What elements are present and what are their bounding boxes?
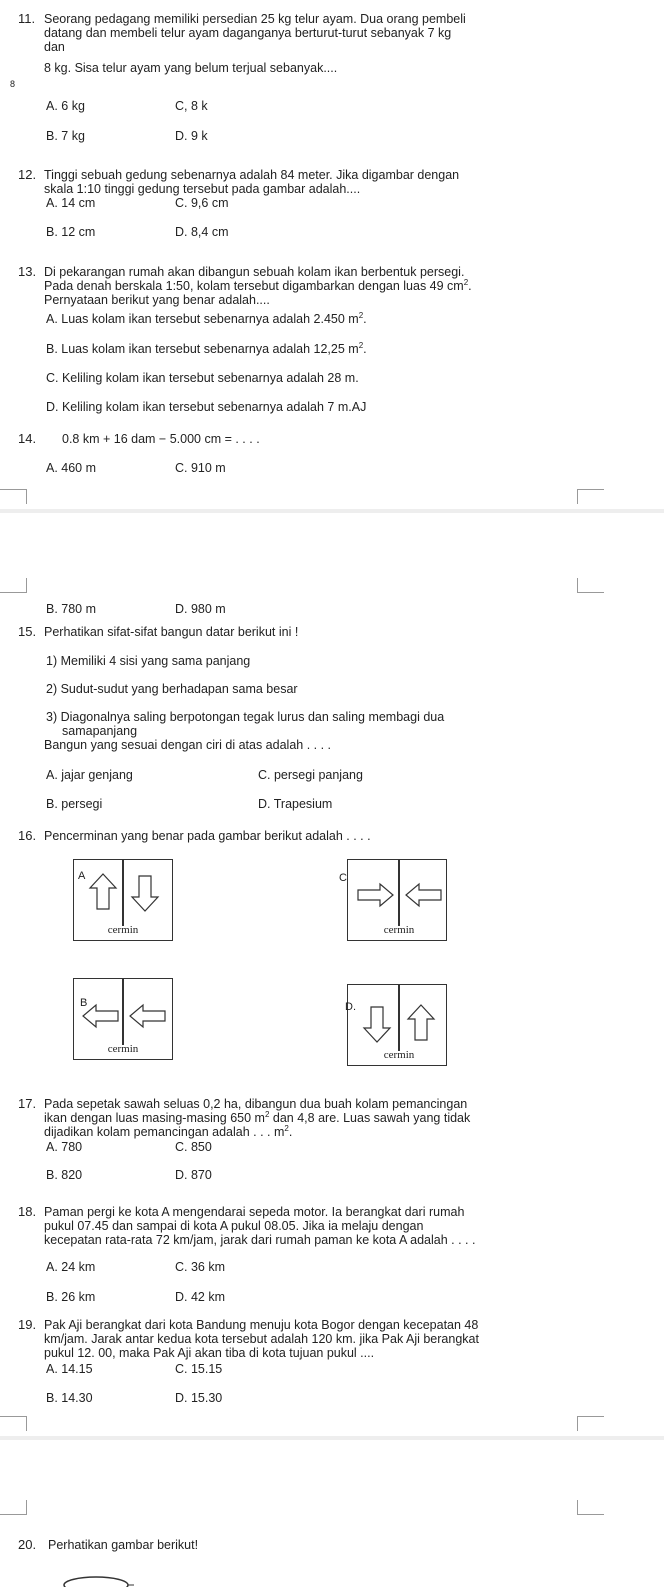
q12-option-a: A. 14 cm [46, 196, 96, 210]
q14-option-b: B. 780 m [46, 602, 97, 616]
q17-option-d: D. 870 [175, 1168, 212, 1182]
q11-text-line2: datang dan membeli telur ayam daganganya berturut-turut sebanyak 7 kg [44, 26, 452, 40]
arrow-up-icon [88, 872, 118, 912]
q19-text-line2: km/jam. Jarak antar kedua kota tersebut adalah 120 km. jika Pak Aji berangkat [44, 1332, 479, 1346]
q11-option-c: C, 8 k [175, 99, 208, 113]
q17-text-line3: dijadikan kolam pemancingan adalah . . . $m^2$. [44, 1124, 293, 1139]
q15-item-3-cont: samapanjang [62, 724, 138, 738]
mirror-line [398, 985, 400, 1051]
q16-figure-c: C cermin [347, 859, 447, 941]
arrow-left-icon [403, 882, 443, 908]
mirror-line [398, 860, 400, 926]
q16-text-line1: Pencerminan yang benar pada gambar berikut adalah . . . . [44, 829, 371, 843]
q18-text-line2: pukul 07.45 dan sampai di kota A pukul 08.05. Jika ia melaju dengan [44, 1219, 424, 1233]
crop-mark [577, 489, 604, 504]
crop-mark [0, 489, 27, 504]
arrow-right-icon [356, 882, 396, 908]
q18-option-c: C. 36 km [175, 1260, 226, 1274]
q12-option-b: B. 12 cm [46, 225, 96, 239]
page-break [0, 1436, 664, 1440]
q18-option-a: A. 24 km [46, 1260, 96, 1274]
q20-number: 20. [18, 1537, 37, 1552]
crop-mark [577, 1500, 604, 1515]
q18-option-d: D. 42 km [175, 1290, 226, 1304]
q13-text-line3: Pernyataan berikut yang benar adalah.... [44, 293, 270, 307]
cylinder-figure-top [60, 1575, 140, 1587]
q11-text-line1: Seorang pedagang memiliki persedian 25 kg telur ayam. Dua orang pembeli [44, 12, 466, 26]
q19-text-line1: Pak Aji berangkat dari kota Bandung menuju kota Bogor dengan kecepatan 48 [44, 1318, 479, 1332]
q19-number: 19. [18, 1317, 37, 1332]
q14-option-c: C. 910 m [175, 461, 226, 475]
arrow-up-icon [406, 1003, 436, 1043]
q19-text-line3: pukul 12. 00, maka Pak Aji akan tiba di kota tujuan pukul .... [44, 1346, 375, 1360]
q17-text-line2: ikan dengan luas masing-masing 650 $m^2$ dan 4,8 are. Luas sawah yang tidak [44, 1110, 471, 1125]
q13-text-line1: Di pekarangan rumah akan dibangun sebuah kolam ikan berbentuk persegi. [44, 265, 465, 279]
q16-figure-d: D. cermin [347, 984, 447, 1066]
q14-option-d: D. 980 m [175, 602, 226, 616]
q11-text-line3: dan [44, 40, 65, 54]
q12-text-line1: Tinggi sebuah gedung sebenarnya adalah 84 meter. Jika digambar dengan [44, 168, 460, 182]
q18-text-line3: kecepatan rata-rata 72 km/jam, jarak dari rumah paman ke kota A adalah . . . . [44, 1233, 476, 1247]
q15-text-line2: Bangun yang sesuai dengan ciri di atas adalah . . . . [44, 738, 331, 752]
q18-option-b: B. 26 km [46, 1290, 96, 1304]
q11-number: 11. [18, 11, 36, 26]
q17-option-c: C. 850 [175, 1140, 212, 1154]
q14-option-a: A. 460 m [46, 461, 97, 475]
q15-option-b: B. persegi [46, 797, 103, 811]
q13-option-c: C. Keliling kolam ikan tersebut sebenarnya adalah 28 m. [46, 371, 359, 385]
q13-option-d: D. Keliling kolam ikan tersebut sebenarnya adalah 7 m.AJ [46, 400, 367, 414]
q17-option-b: B. 820 [46, 1168, 83, 1182]
q16-figure-a: A cermin [73, 859, 173, 941]
q12-option-d: D. 8,4 cm [175, 225, 229, 239]
q15-item-1: 1) Memiliki 4 sisi yang sama panjang [46, 654, 251, 668]
q11-option-a: A. 6 kg [46, 99, 85, 113]
q15-item-2: 2) Sudut-sudut yang berhadapan sama besar [46, 682, 298, 696]
q19-option-b: B. 14.30 [46, 1391, 93, 1405]
crop-mark [577, 578, 604, 593]
q17-option-a: A. 780 [46, 1140, 83, 1154]
q12-text-line2: skala 1:10 tinggi gedung tersebut pada gambar adalah.... [44, 182, 361, 196]
arrow-down-icon [130, 874, 160, 914]
q19-option-c: C. 15.15 [175, 1362, 223, 1376]
q11-margin-mark: 8 [10, 79, 16, 89]
q19-option-a: A. 14.15 [46, 1362, 93, 1376]
q15-option-a: A. jajar genjang [46, 768, 133, 782]
q19-option-d: D. 15.30 [175, 1391, 223, 1405]
q11-text-line4: 8 kg. Sisa telur ayam yang belum terjual sebanyak.... [44, 61, 338, 75]
page-break [0, 509, 664, 513]
arrow-left-icon [80, 1003, 120, 1029]
crop-mark [577, 1416, 604, 1431]
q14-number: 14. [18, 431, 37, 446]
q13-option-a: A. Luas kolam ikan tersebut sebenarnya adalah 2.450 $m^2$. [46, 311, 367, 326]
crop-mark [0, 1500, 27, 1515]
q15-number: 15. [18, 624, 37, 639]
q12-option-c: C. 9,6 cm [175, 196, 229, 210]
q15-text-line1: Perhatikan sifat-sifat bangun datar berikut ini ! [44, 625, 299, 639]
mirror-line [122, 979, 124, 1045]
crop-mark [0, 578, 27, 593]
q20-text-line1: Perhatikan gambar berikut! [48, 1538, 199, 1552]
q15-option-c: C. persegi panjang [258, 768, 363, 782]
q18-number: 18. [18, 1204, 37, 1219]
q15-option-d: D. Trapesium [258, 797, 333, 811]
arrow-down-icon [362, 1005, 392, 1045]
q11-option-b: B. 7 kg [46, 129, 85, 143]
q17-text-line1: Pada sepetak sawah seluas 0,2 ha, dibangun dua buah kolam pemancingan [44, 1097, 468, 1111]
q13-text-line2: Pada denah berskala 1:50, kolam tersebut digambarkan dengan luas 49 $cm^2$. [44, 278, 472, 293]
q16-number: 16. [18, 828, 37, 843]
q11-option-d: D. 9 k [175, 129, 208, 143]
q16-figure-b: B cermin [73, 978, 173, 1060]
q18-text-line1: Paman pergi ke kota A mengendarai sepeda motor. Ia berangkat dari rumah [44, 1205, 465, 1219]
q15-item-3: 3) Diagonalnya saling berpotongan tegak lurus dan saling membagi dua [46, 710, 445, 724]
q14-question: 0.8 km + 16 dam − 5.000 cm = . . . . [62, 432, 260, 446]
q17-number: 17. [18, 1096, 37, 1111]
q13-number: 13. [18, 264, 37, 279]
mirror-line [122, 860, 124, 926]
q13-option-b: B. Luas kolam ikan tersebut sebenarnya adalah 12,25 $m^2$. [46, 341, 367, 356]
arrow-left-icon [127, 1003, 167, 1029]
q12-number: 12. [18, 167, 37, 182]
crop-mark [0, 1416, 27, 1431]
